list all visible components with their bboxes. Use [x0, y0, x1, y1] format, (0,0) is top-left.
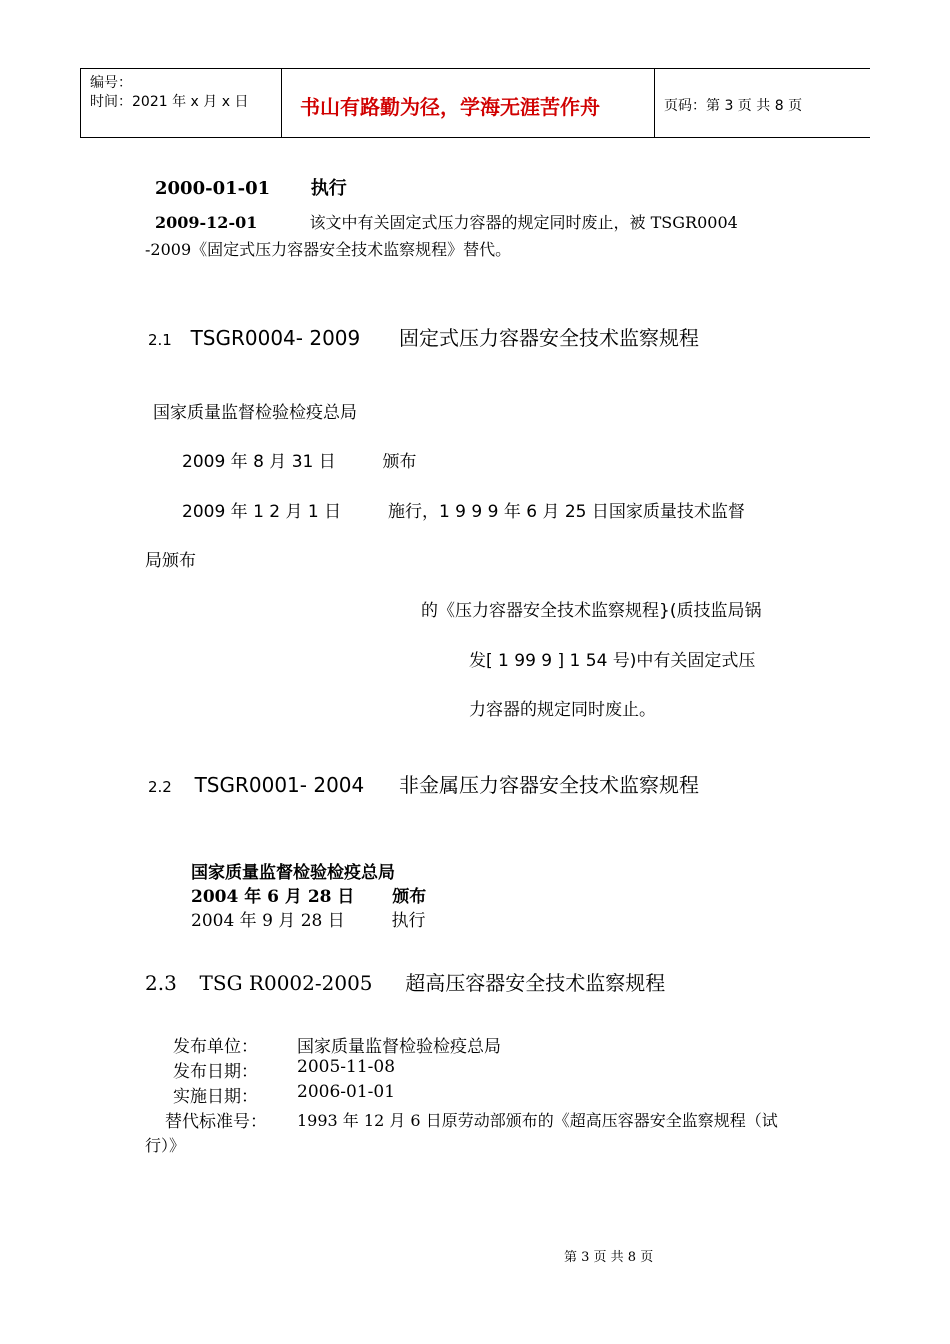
- section-title: 非金属压力容器安全技术监察规程: [398, 773, 699, 797]
- sec21-cont-1: 局颁布: [145, 551, 196, 571]
- sec23-row-label: 替代标准号：: [165, 1112, 267, 1132]
- sec21-effective-text: 施行，1 9 9 9 年 6 月 25 日国家质量技术监督: [387, 502, 745, 522]
- sec23-row-wrap: 行）》: [145, 1136, 186, 1155]
- sec22-issue-label: 颁布: [392, 887, 427, 907]
- sec21-effective-date: 2009 年 1 2 月 1 日: [182, 502, 342, 522]
- number-label: 编号：: [90, 75, 132, 91]
- intro-line-2: [155, 210, 738, 233]
- header-page-info: 页码：第 3 页 共 8 页: [664, 98, 803, 114]
- intro-date-1: 2000-01-01: [155, 178, 271, 199]
- intro-line-3: -2009《固定式压力容器安全技术监察规程》替代。: [145, 240, 512, 259]
- sec21-issue-date: 2009 年 8 月 31 日: [182, 452, 336, 472]
- section-number: 2.1: [148, 331, 172, 349]
- sec22-issue-date: 2004 年 6 月 28 日: [191, 887, 355, 907]
- sec22-effective-line: [191, 906, 426, 931]
- intro-line-1: [155, 174, 347, 200]
- section-number: 2.2: [148, 778, 172, 796]
- sec22-effective-date: 2004 年 9 月 28 日: [191, 911, 345, 931]
- sec21-cont-2: 的《压力容器安全技术监察规程}(质技监局锅: [421, 601, 762, 621]
- sec21-effective-line: [182, 497, 745, 522]
- sec21-issuer: 国家质量监督检验检疫总局: [153, 403, 357, 423]
- section-number: 2.3: [145, 971, 177, 995]
- section-2-2-heading: [148, 769, 699, 798]
- page-header: [80, 68, 870, 138]
- header-motto: 书山有路勤为径，学海无涯苦作舟: [300, 95, 600, 119]
- sec23-row-label: 发布日期：: [173, 1062, 258, 1082]
- intro-date-2: 2009-12-01: [155, 213, 258, 232]
- sec22-issuer: 国家质量监督检验检疫总局: [191, 863, 395, 883]
- intro-text-1: 执行: [310, 178, 347, 199]
- sec23-row-value: 2006-01-01: [297, 1082, 396, 1102]
- sec23-row-value: 2005-11-08: [297, 1057, 396, 1077]
- section-code: TSGR0004- 2009: [190, 326, 361, 350]
- sec23-row-value: 1993 年 12 月 6 日原劳动部颁布的《超高压容器安全监察规程（试: [297, 1111, 778, 1130]
- section-code: TSG R0002-2005: [199, 971, 373, 995]
- page-footer: 第 3 页 共 8 页: [564, 1250, 654, 1265]
- sec21-cont-4: 力容器的规定同时废止。: [469, 700, 656, 720]
- section-title: 固定式压力容器安全技术监察规程: [398, 326, 699, 350]
- sec23-row-label: 实施日期：: [173, 1087, 258, 1107]
- sec21-cont-3: 发[ 1 99 9 ] 1 54 号)中有关固定式压: [469, 651, 756, 671]
- section-2-3-heading: [145, 967, 665, 996]
- section-title: 超高压容器安全技术监察规程: [405, 971, 666, 995]
- sec22-issue-line: [191, 882, 426, 907]
- time-label: 时间：2021 年 x 月 x 日: [90, 94, 249, 110]
- sec21-issue-line: [182, 447, 417, 472]
- intro-text-2: 该文中有关固定式压力容器的规定同时废止，被 TSGR0004: [309, 213, 738, 232]
- section-2-1-heading: [148, 322, 699, 351]
- sec23-row-label: 发布单位：: [173, 1037, 258, 1057]
- sec23-row-value: 国家质量监督检验检疫总局: [297, 1037, 501, 1057]
- sec22-effective-label: 执行: [391, 911, 426, 931]
- sec21-issue-label: 颁布: [382, 452, 417, 472]
- section-code: TSGR0001- 2004: [194, 773, 365, 797]
